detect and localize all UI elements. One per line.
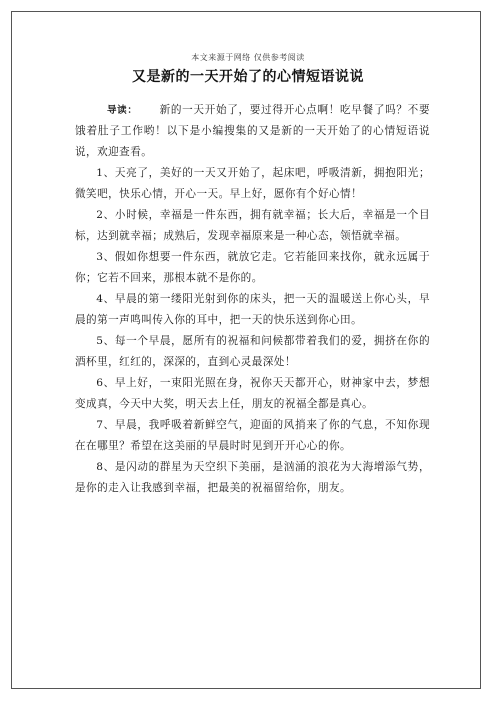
source-note: 本文来源于网络 仅供参考阅读: [191, 53, 305, 62]
paragraph-1: 1、天亮了，美好的一天又开始了，起床吧，呼吸清新，拥抱阳光；微笑吧，快乐心情，开心一天。早上好，愿你有个好心情！: [75, 167, 430, 200]
paragraph-5: 5、每一个早晨，愿所有的祝福和问候都带着我们的爱，拥挤在你的酒杯里，红红的，深深的，直到心灵最深处！: [75, 335, 430, 368]
intro-label: 导读：: [107, 105, 138, 116]
document-body: [75, 100, 430, 499]
paragraph-3: 3、假如你想要一件东西，就放它走。它若能回来找你，就永远属于你；它若不回来，那根本就不是你的。: [75, 251, 430, 284]
intro-text: 新的一天开始了，要过得开心点啊！吃早餐了吗？不要饿着肚子工作哟！以下是小编搜集的又是新的一天开始了的心情短语说说，欢迎查看。: [75, 104, 430, 158]
paragraph-6: 6、早上好，一束阳光照在身，祝你天天都开心，财神家中去，梦想变成真，今天中大奖，明天去上任，朋友的祝福全都是真心。: [75, 377, 430, 410]
intro-paragraph: [75, 100, 430, 163]
paragraph-7: 7、早晨，我呼吸着新鲜空气，迎面的风捎来了你的气息，不知你现在在哪里？希望在这美丽的早晨时时见到开开心心的你。: [75, 419, 430, 452]
paragraph-8: 8、是闪动的群星为天空织下美丽，是汹涌的浪花为大海增添气势，是你的走入让我感到幸福，把最美的祝福留给你，朋友。: [75, 461, 430, 494]
document-title: 又是新的一天开始了的心情短语说说: [132, 69, 364, 85]
paragraph-2: 2、小时候，幸福是一件东西，拥有就幸福；长大后，幸福是一个目标，达到就幸福；成熟后，发现幸福原来是一种心态，领悟就幸福。: [75, 209, 430, 242]
paragraph-4: 4、早晨的第一缕阳光射到你的床头，把一天的温暖送上你心头，早晨的第一声鸣叫传入你的耳中，把一天的快乐送到你心田。: [75, 293, 430, 326]
